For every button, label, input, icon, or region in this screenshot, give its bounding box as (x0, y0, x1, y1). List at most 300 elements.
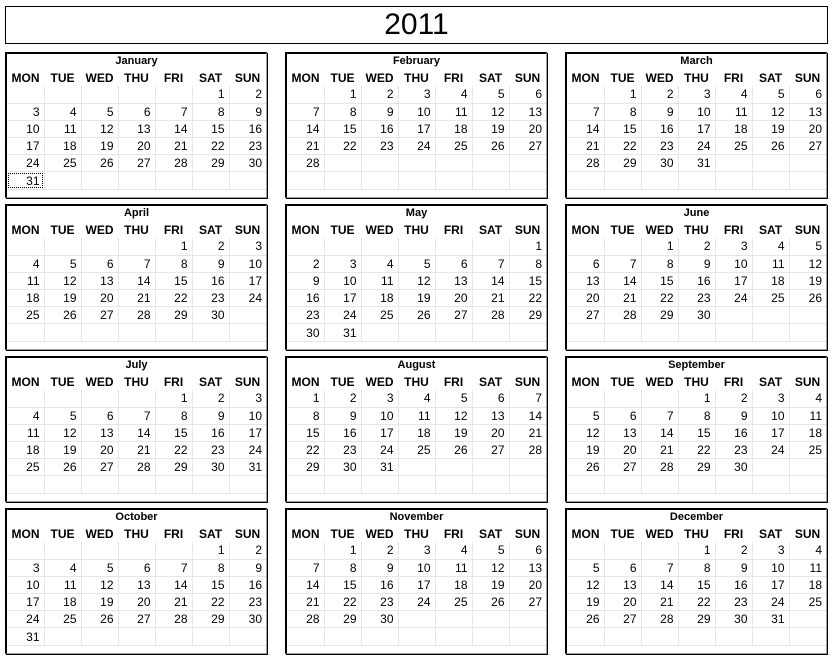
day-cell[interactable]: 19 (472, 576, 509, 593)
day-cell[interactable] (567, 542, 604, 559)
day-cell[interactable]: 22 (192, 594, 229, 611)
day-cell[interactable]: 2 (229, 542, 266, 559)
day-cell[interactable]: 8 (192, 103, 229, 120)
day-cell[interactable] (44, 86, 81, 103)
day-cell[interactable]: 29 (192, 611, 229, 628)
day-cell[interactable]: 2 (678, 238, 715, 255)
day-cell[interactable]: 3 (398, 542, 435, 559)
day-cell[interactable]: 4 (752, 238, 789, 255)
day-cell[interactable]: 9 (361, 103, 398, 120)
day-cell[interactable] (324, 476, 361, 493)
day-cell[interactable]: 30 (715, 459, 752, 476)
day-cell[interactable]: 3 (752, 390, 789, 407)
day-cell[interactable]: 21 (641, 442, 678, 459)
day-cell[interactable]: 22 (155, 442, 192, 459)
day-cell[interactable]: 20 (81, 290, 118, 307)
day-cell[interactable]: 18 (44, 594, 81, 611)
day-cell[interactable]: 24 (715, 290, 752, 307)
day-cell[interactable]: 15 (678, 576, 715, 593)
day-cell[interactable] (715, 324, 752, 341)
day-cell[interactable]: 26 (567, 611, 604, 628)
day-cell[interactable] (81, 86, 118, 103)
day-cell[interactable]: 25 (7, 307, 44, 324)
day-cell[interactable]: 20 (789, 120, 826, 137)
day-cell[interactable]: 10 (361, 407, 398, 424)
day-cell[interactable]: 4 (435, 542, 472, 559)
day-cell[interactable]: 16 (229, 120, 266, 137)
day-cell[interactable]: 12 (44, 424, 81, 441)
day-cell[interactable]: 11 (44, 120, 81, 137)
day-cell[interactable]: 21 (118, 290, 155, 307)
day-cell[interactable]: 10 (324, 272, 361, 289)
day-cell[interactable]: 15 (641, 272, 678, 289)
day-cell[interactable] (435, 324, 472, 341)
day-cell[interactable]: 10 (752, 559, 789, 576)
day-cell[interactable]: 6 (435, 255, 472, 272)
day-cell[interactable]: 20 (81, 442, 118, 459)
day-cell[interactable]: 30 (324, 459, 361, 476)
day-cell[interactable]: 18 (7, 442, 44, 459)
day-cell[interactable] (324, 155, 361, 172)
day-cell[interactable] (752, 459, 789, 476)
day-cell[interactable] (192, 324, 229, 341)
day-cell[interactable]: 1 (324, 86, 361, 103)
day-cell[interactable]: 16 (229, 576, 266, 593)
day-cell[interactable]: 18 (789, 424, 826, 441)
day-cell[interactable]: 4 (789, 542, 826, 559)
day-cell[interactable]: 13 (509, 559, 546, 576)
day-cell[interactable]: 12 (567, 424, 604, 441)
day-cell[interactable]: 19 (752, 120, 789, 137)
day-cell[interactable]: 28 (567, 155, 604, 172)
day-cell[interactable] (44, 542, 81, 559)
day-cell[interactable]: 14 (287, 576, 324, 593)
day-cell[interactable]: 8 (678, 559, 715, 576)
day-cell[interactable]: 6 (509, 542, 546, 559)
day-cell[interactable]: 7 (155, 103, 192, 120)
day-cell[interactable]: 5 (81, 559, 118, 576)
day-cell[interactable] (7, 390, 44, 407)
day-cell[interactable]: 3 (7, 103, 44, 120)
day-cell[interactable]: 20 (118, 138, 155, 155)
day-cell[interactable] (398, 476, 435, 493)
day-cell[interactable] (435, 172, 472, 189)
day-cell[interactable]: 11 (435, 103, 472, 120)
day-cell[interactable]: 24 (229, 290, 266, 307)
day-cell[interactable] (361, 155, 398, 172)
day-cell[interactable] (567, 390, 604, 407)
day-cell[interactable]: 17 (361, 424, 398, 441)
day-cell[interactable] (715, 155, 752, 172)
day-cell[interactable]: 3 (7, 559, 44, 576)
day-cell[interactable]: 6 (81, 407, 118, 424)
day-cell[interactable] (7, 324, 44, 341)
day-cell[interactable]: 22 (509, 290, 546, 307)
day-cell[interactable]: 5 (81, 103, 118, 120)
day-cell[interactable]: 4 (44, 103, 81, 120)
day-cell[interactable] (155, 628, 192, 645)
day-cell[interactable] (229, 628, 266, 645)
day-cell[interactable]: 1 (604, 86, 641, 103)
day-cell[interactable] (44, 238, 81, 255)
day-cell[interactable] (604, 172, 641, 189)
day-cell[interactable]: 7 (287, 103, 324, 120)
day-cell[interactable]: 22 (324, 594, 361, 611)
day-cell[interactable]: 24 (7, 611, 44, 628)
day-cell[interactable]: 5 (435, 390, 472, 407)
day-cell[interactable]: 18 (398, 424, 435, 441)
day-cell[interactable] (435, 628, 472, 645)
day-cell[interactable] (604, 238, 641, 255)
day-cell[interactable]: 7 (118, 255, 155, 272)
day-cell[interactable]: 18 (7, 290, 44, 307)
day-cell[interactable] (118, 476, 155, 493)
day-cell[interactable]: 5 (398, 255, 435, 272)
day-cell[interactable]: 31 (7, 172, 44, 189)
day-cell[interactable]: 16 (361, 576, 398, 593)
day-cell[interactable]: 14 (287, 120, 324, 137)
day-cell[interactable]: 9 (715, 559, 752, 576)
day-cell[interactable] (752, 324, 789, 341)
day-cell[interactable] (435, 476, 472, 493)
day-cell[interactable]: 10 (752, 407, 789, 424)
day-cell[interactable] (472, 324, 509, 341)
day-cell[interactable] (678, 628, 715, 645)
day-cell[interactable]: 27 (567, 307, 604, 324)
day-cell[interactable]: 5 (44, 407, 81, 424)
day-cell[interactable] (361, 172, 398, 189)
day-cell[interactable]: 28 (641, 459, 678, 476)
day-cell[interactable] (715, 307, 752, 324)
day-cell[interactable]: 11 (789, 407, 826, 424)
day-cell[interactable] (567, 324, 604, 341)
day-cell[interactable]: 11 (7, 424, 44, 441)
day-cell[interactable]: 23 (715, 594, 752, 611)
day-cell[interactable] (287, 476, 324, 493)
day-cell[interactable]: 30 (287, 324, 324, 341)
day-cell[interactable]: 27 (118, 155, 155, 172)
day-cell[interactable]: 21 (509, 424, 546, 441)
day-cell[interactable]: 6 (789, 86, 826, 103)
day-cell[interactable]: 30 (678, 307, 715, 324)
day-cell[interactable]: 8 (604, 103, 641, 120)
day-cell[interactable]: 11 (435, 559, 472, 576)
day-cell[interactable] (287, 542, 324, 559)
day-cell[interactable]: 15 (324, 120, 361, 137)
day-cell[interactable]: 19 (567, 594, 604, 611)
day-cell[interactable] (509, 155, 546, 172)
day-cell[interactable]: 18 (715, 120, 752, 137)
day-cell[interactable]: 13 (118, 120, 155, 137)
day-cell[interactable]: 21 (287, 594, 324, 611)
day-cell[interactable]: 29 (604, 155, 641, 172)
day-cell[interactable]: 30 (192, 307, 229, 324)
day-cell[interactable]: 22 (678, 594, 715, 611)
day-cell[interactable]: 28 (641, 611, 678, 628)
day-cell[interactable]: 13 (604, 424, 641, 441)
day-cell[interactable]: 27 (509, 138, 546, 155)
day-cell[interactable]: 25 (44, 611, 81, 628)
day-cell[interactable]: 23 (324, 442, 361, 459)
day-cell[interactable]: 26 (472, 594, 509, 611)
day-cell[interactable]: 25 (435, 138, 472, 155)
day-cell[interactable]: 9 (641, 103, 678, 120)
day-cell[interactable]: 17 (229, 272, 266, 289)
day-cell[interactable]: 1 (678, 542, 715, 559)
day-cell[interactable] (752, 155, 789, 172)
day-cell[interactable]: 25 (44, 155, 81, 172)
day-cell[interactable]: 4 (789, 390, 826, 407)
day-cell[interactable]: 21 (604, 290, 641, 307)
day-cell[interactable]: 26 (44, 307, 81, 324)
day-cell[interactable]: 17 (715, 272, 752, 289)
day-cell[interactable]: 12 (435, 407, 472, 424)
day-cell[interactable] (641, 324, 678, 341)
day-cell[interactable]: 7 (509, 390, 546, 407)
day-cell[interactable]: 16 (641, 120, 678, 137)
day-cell[interactable]: 25 (7, 459, 44, 476)
day-cell[interactable]: 1 (287, 390, 324, 407)
day-cell[interactable] (192, 172, 229, 189)
day-cell[interactable]: 29 (192, 155, 229, 172)
day-cell[interactable] (509, 459, 546, 476)
day-cell[interactable]: 2 (192, 390, 229, 407)
day-cell[interactable]: 17 (398, 576, 435, 593)
day-cell[interactable]: 24 (752, 594, 789, 611)
day-cell[interactable] (789, 172, 826, 189)
day-cell[interactable]: 15 (509, 272, 546, 289)
day-cell[interactable]: 20 (567, 290, 604, 307)
day-cell[interactable]: 28 (118, 307, 155, 324)
day-cell[interactable]: 28 (155, 611, 192, 628)
day-cell[interactable]: 2 (324, 390, 361, 407)
day-cell[interactable]: 18 (361, 290, 398, 307)
day-cell[interactable]: 21 (118, 442, 155, 459)
day-cell[interactable]: 2 (192, 238, 229, 255)
day-cell[interactable]: 26 (752, 138, 789, 155)
day-cell[interactable]: 27 (118, 611, 155, 628)
day-cell[interactable] (155, 324, 192, 341)
day-cell[interactable]: 14 (155, 120, 192, 137)
day-cell[interactable]: 11 (789, 559, 826, 576)
day-cell[interactable]: 31 (361, 459, 398, 476)
day-cell[interactable] (118, 238, 155, 255)
day-cell[interactable] (678, 324, 715, 341)
day-cell[interactable]: 15 (192, 120, 229, 137)
day-cell[interactable] (398, 172, 435, 189)
day-cell[interactable]: 23 (361, 594, 398, 611)
day-cell[interactable]: 1 (155, 390, 192, 407)
day-cell[interactable]: 2 (715, 542, 752, 559)
day-cell[interactable]: 31 (678, 155, 715, 172)
day-cell[interactable]: 16 (324, 424, 361, 441)
day-cell[interactable] (44, 390, 81, 407)
day-cell[interactable] (361, 238, 398, 255)
day-cell[interactable]: 2 (641, 86, 678, 103)
day-cell[interactable]: 24 (752, 442, 789, 459)
day-cell[interactable]: 15 (324, 576, 361, 593)
day-cell[interactable]: 2 (361, 542, 398, 559)
day-cell[interactable]: 19 (44, 290, 81, 307)
day-cell[interactable]: 5 (472, 542, 509, 559)
day-cell[interactable]: 6 (118, 559, 155, 576)
day-cell[interactable]: 22 (324, 138, 361, 155)
day-cell[interactable]: 9 (229, 559, 266, 576)
day-cell[interactable]: 21 (472, 290, 509, 307)
day-cell[interactable]: 13 (472, 407, 509, 424)
day-cell[interactable] (678, 476, 715, 493)
day-cell[interactable]: 1 (678, 390, 715, 407)
day-cell[interactable] (192, 476, 229, 493)
day-cell[interactable]: 30 (192, 459, 229, 476)
day-cell[interactable]: 22 (287, 442, 324, 459)
day-cell[interactable]: 27 (81, 459, 118, 476)
day-cell[interactable] (398, 238, 435, 255)
day-cell[interactable]: 17 (752, 424, 789, 441)
day-cell[interactable]: 22 (604, 138, 641, 155)
day-cell[interactable]: 21 (155, 138, 192, 155)
day-cell[interactable]: 9 (192, 407, 229, 424)
day-cell[interactable]: 27 (472, 442, 509, 459)
day-cell[interactable] (287, 172, 324, 189)
day-cell[interactable]: 3 (752, 542, 789, 559)
day-cell[interactable]: 17 (229, 424, 266, 441)
day-cell[interactable]: 28 (118, 459, 155, 476)
day-cell[interactable]: 1 (192, 86, 229, 103)
day-cell[interactable] (118, 628, 155, 645)
day-cell[interactable] (155, 86, 192, 103)
day-cell[interactable]: 5 (44, 255, 81, 272)
day-cell[interactable] (604, 324, 641, 341)
day-cell[interactable]: 21 (567, 138, 604, 155)
day-cell[interactable] (789, 459, 826, 476)
day-cell[interactable] (44, 476, 81, 493)
day-cell[interactable] (229, 172, 266, 189)
day-cell[interactable]: 28 (509, 442, 546, 459)
day-cell[interactable] (81, 172, 118, 189)
day-cell[interactable] (567, 172, 604, 189)
day-cell[interactable]: 15 (287, 424, 324, 441)
day-cell[interactable] (567, 628, 604, 645)
day-cell[interactable]: 31 (324, 324, 361, 341)
day-cell[interactable]: 1 (192, 542, 229, 559)
day-cell[interactable]: 25 (435, 594, 472, 611)
day-cell[interactable]: 16 (192, 272, 229, 289)
day-cell[interactable] (435, 155, 472, 172)
day-cell[interactable] (324, 238, 361, 255)
day-cell[interactable] (398, 324, 435, 341)
day-cell[interactable]: 27 (435, 307, 472, 324)
day-cell[interactable]: 26 (81, 611, 118, 628)
day-cell[interactable] (229, 476, 266, 493)
day-cell[interactable] (641, 476, 678, 493)
day-cell[interactable] (324, 172, 361, 189)
day-cell[interactable]: 28 (472, 307, 509, 324)
day-cell[interactable] (752, 628, 789, 645)
day-cell[interactable]: 12 (472, 103, 509, 120)
day-cell[interactable]: 21 (641, 594, 678, 611)
day-cell[interactable]: 6 (604, 559, 641, 576)
day-cell[interactable]: 25 (715, 138, 752, 155)
day-cell[interactable] (789, 307, 826, 324)
day-cell[interactable]: 1 (155, 238, 192, 255)
day-cell[interactable] (44, 628, 81, 645)
day-cell[interactable]: 27 (604, 459, 641, 476)
day-cell[interactable]: 9 (715, 407, 752, 424)
day-cell[interactable]: 23 (192, 290, 229, 307)
day-cell[interactable]: 7 (155, 559, 192, 576)
day-cell[interactable] (398, 459, 435, 476)
day-cell[interactable]: 4 (715, 86, 752, 103)
day-cell[interactable]: 29 (287, 459, 324, 476)
day-cell[interactable]: 29 (678, 611, 715, 628)
day-cell[interactable]: 6 (509, 86, 546, 103)
day-cell[interactable]: 14 (641, 424, 678, 441)
day-cell[interactable] (472, 628, 509, 645)
day-cell[interactable]: 28 (287, 155, 324, 172)
day-cell[interactable]: 4 (44, 559, 81, 576)
day-cell[interactable]: 23 (361, 138, 398, 155)
day-cell[interactable] (118, 542, 155, 559)
day-cell[interactable]: 25 (398, 442, 435, 459)
day-cell[interactable] (472, 459, 509, 476)
day-cell[interactable]: 8 (324, 559, 361, 576)
day-cell[interactable]: 1 (324, 542, 361, 559)
day-cell[interactable]: 28 (287, 611, 324, 628)
day-cell[interactable] (287, 86, 324, 103)
day-cell[interactable] (604, 628, 641, 645)
day-cell[interactable] (567, 476, 604, 493)
day-cell[interactable]: 16 (715, 576, 752, 593)
day-cell[interactable]: 10 (715, 255, 752, 272)
day-cell[interactable]: 17 (678, 120, 715, 137)
day-cell[interactable] (789, 628, 826, 645)
day-cell[interactable]: 17 (324, 290, 361, 307)
day-cell[interactable] (678, 172, 715, 189)
day-cell[interactable]: 7 (641, 559, 678, 576)
day-cell[interactable]: 24 (678, 138, 715, 155)
day-cell[interactable]: 8 (155, 407, 192, 424)
day-cell[interactable] (435, 611, 472, 628)
day-cell[interactable]: 7 (472, 255, 509, 272)
day-cell[interactable]: 8 (324, 103, 361, 120)
day-cell[interactable]: 19 (567, 442, 604, 459)
day-cell[interactable] (44, 172, 81, 189)
day-cell[interactable]: 20 (472, 424, 509, 441)
day-cell[interactable]: 12 (398, 272, 435, 289)
day-cell[interactable]: 26 (567, 459, 604, 476)
day-cell[interactable]: 27 (509, 594, 546, 611)
day-cell[interactable] (81, 542, 118, 559)
day-cell[interactable] (509, 476, 546, 493)
day-cell[interactable]: 30 (715, 611, 752, 628)
day-cell[interactable]: 16 (361, 120, 398, 137)
day-cell[interactable]: 16 (715, 424, 752, 441)
day-cell[interactable]: 12 (81, 120, 118, 137)
day-cell[interactable] (789, 476, 826, 493)
day-cell[interactable] (81, 628, 118, 645)
day-cell[interactable]: 8 (192, 559, 229, 576)
day-cell[interactable] (604, 542, 641, 559)
day-cell[interactable] (472, 238, 509, 255)
day-cell[interactable]: 14 (567, 120, 604, 137)
day-cell[interactable]: 18 (44, 138, 81, 155)
day-cell[interactable] (7, 238, 44, 255)
day-cell[interactable]: 7 (118, 407, 155, 424)
day-cell[interactable] (81, 324, 118, 341)
day-cell[interactable]: 23 (287, 307, 324, 324)
day-cell[interactable]: 29 (155, 307, 192, 324)
